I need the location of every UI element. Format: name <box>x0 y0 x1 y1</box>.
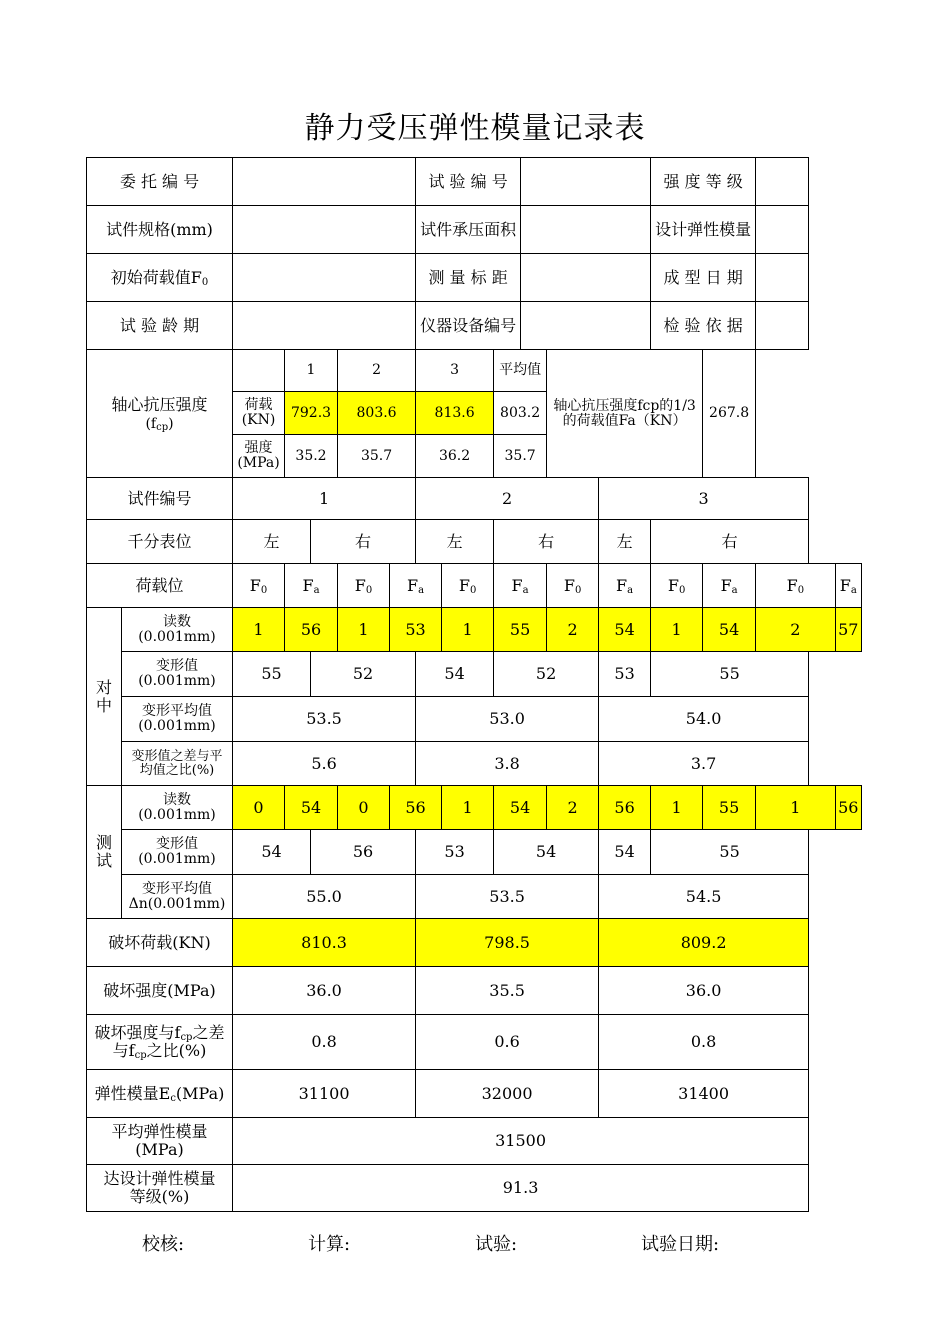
axial-col-2: 2 <box>338 350 416 392</box>
load-pos-cell: $F_a$ <box>599 564 651 608</box>
centering-reading-cell[interactable]: 1 <box>233 608 285 652</box>
centering-reading-cell[interactable]: 55 <box>494 608 547 652</box>
check-label: 校核: <box>142 1234 185 1255</box>
axial-load-avg: 803.2 <box>494 392 547 435</box>
spec-field[interactable] <box>233 206 416 254</box>
centering-reading-cell[interactable]: 54 <box>703 608 756 652</box>
axial-strength-3: 36.2 <box>416 435 494 478</box>
strength-diff-cell: 0.8 <box>599 1015 809 1070</box>
centering-ratio-row <box>87 742 862 786</box>
testing-reading-cell[interactable]: 56 <box>835 786 861 830</box>
load-pos-cell: $F_a$ <box>390 564 442 608</box>
gauge-position-label: 千分表位 <box>87 520 233 564</box>
failure-load-row <box>87 919 862 967</box>
fa-value: 267.8 <box>703 350 756 478</box>
basis-field[interactable] <box>756 302 809 350</box>
age-label: 试 验 龄 期 <box>87 302 233 350</box>
failure-strength-cell: 36.0 <box>233 967 416 1015</box>
testing-deform-row <box>87 830 862 875</box>
testing-group-label: 测试 <box>87 786 122 919</box>
equipment-no-label: 仪器设备编号 <box>416 302 521 350</box>
centering-avg-cell: 54.0 <box>599 697 809 742</box>
centering-reading-cell[interactable]: 2 <box>756 608 835 652</box>
centering-group-label: 对中 <box>87 608 122 786</box>
initial-load-field[interactable] <box>233 254 416 302</box>
testing-avg-row <box>87 875 862 919</box>
basis-label: 检 验 依 据 <box>651 302 756 350</box>
design-modulus-label: 设计弹性模量 <box>651 206 756 254</box>
commission-no-field[interactable] <box>233 158 416 206</box>
centering-reading-label: 读数(0.001mm) <box>122 608 233 652</box>
load-pos-cell: $F_a$ <box>703 564 756 608</box>
specimen-id-3: 3 <box>599 478 809 520</box>
centering-deform-cell: 52 <box>494 652 599 697</box>
info-row-4 <box>87 302 862 350</box>
testing-avg-cell: 55.0 <box>233 875 416 919</box>
modulus-label: 弹性模量$E_c(MPa)$ <box>87 1070 233 1118</box>
testing-reading-cell[interactable]: 0 <box>233 786 285 830</box>
axial-col-3: 3 <box>416 350 494 392</box>
testing-reading-label: 读数(0.001mm) <box>122 786 233 830</box>
specimen-id-label: 试件编号 <box>87 478 233 520</box>
axial-strength-2: 35.7 <box>338 435 416 478</box>
specimen-id-1: 1 <box>233 478 416 520</box>
info-row-2 <box>87 206 862 254</box>
gauge-side: 左 <box>599 520 651 564</box>
modulus-row <box>87 1070 862 1118</box>
testing-reading-cell[interactable]: 56 <box>599 786 651 830</box>
centering-reading-row <box>87 608 862 652</box>
testing-reading-cell[interactable]: 1 <box>756 786 835 830</box>
gauge-side: 右 <box>651 520 809 564</box>
testing-avg-cell: 53.5 <box>416 875 599 919</box>
grade-ratio-label: 达设计弹性模量等级(%) <box>87 1165 233 1212</box>
modulus-cell: 32000 <box>416 1070 599 1118</box>
gauge-side: 左 <box>233 520 311 564</box>
failure-strength-cell: 36.0 <box>599 967 809 1015</box>
testing-reading-cell[interactable]: 55 <box>703 786 756 830</box>
testing-reading-cell[interactable]: 56 <box>390 786 442 830</box>
centering-deform-cell: 52 <box>311 652 416 697</box>
testing-deform-cell: 54 <box>233 830 311 875</box>
avg-modulus-row <box>87 1118 862 1165</box>
failure-load-cell[interactable]: 798.5 <box>416 919 599 967</box>
age-field[interactable] <box>233 302 416 350</box>
failure-strength-row <box>87 967 862 1015</box>
centering-ratio-label: 变形值之差与平均值之比(%) <box>122 742 233 786</box>
testing-avg-cell: 54.5 <box>599 875 809 919</box>
centering-reading-cell[interactable]: 2 <box>547 608 599 652</box>
test-no-label: 试 验 编 号 <box>416 158 521 206</box>
centering-ratio-cell: 3.8 <box>416 742 599 786</box>
gauge-side: 右 <box>311 520 416 564</box>
strength-diff-label: 破坏强度与$f_{cp}$之差与$f_{cp}$之比(%) <box>87 1015 233 1070</box>
testing-reading-cell[interactable]: 1 <box>442 786 494 830</box>
strength-grade-field[interactable] <box>756 158 809 206</box>
info-row-3 <box>87 254 862 302</box>
avg-modulus-label: 平均弹性模量(MPa) <box>87 1118 233 1165</box>
axial-load-1[interactable]: 792.3 <box>285 392 338 435</box>
load-pos-cell: $F_a$ <box>285 564 338 608</box>
gauge-label: 测 量 标 距 <box>416 254 521 302</box>
grade-ratio-row <box>87 1165 862 1212</box>
gauge-field[interactable] <box>521 254 651 302</box>
record-table <box>86 157 862 1212</box>
fa-label: 轴心抗压强度fcp的1/3的荷载值Fa（KN） <box>547 350 703 478</box>
load-pos-cell: $F_0$ <box>651 564 703 608</box>
design-modulus-field[interactable] <box>756 206 809 254</box>
gauge-side: 左 <box>416 520 494 564</box>
failure-strength-cell: 35.5 <box>416 967 599 1015</box>
load-pos-cell: $F_0$ <box>547 564 599 608</box>
failure-load-cell[interactable]: 810.3 <box>233 919 416 967</box>
centering-deform-cell: 55 <box>651 652 809 697</box>
axial-load-3[interactable]: 813.6 <box>416 392 494 435</box>
axial-col-1: 1 <box>285 350 338 392</box>
testing-reading-cell[interactable]: 2 <box>547 786 599 830</box>
test-label: 试验: <box>475 1234 518 1255</box>
centering-reading-cell[interactable]: 1 <box>651 608 703 652</box>
testing-deform-cell: 53 <box>416 830 494 875</box>
load-position-row <box>87 564 862 608</box>
axial-load-label: 荷载(KN) <box>233 392 285 435</box>
load-pos-cell: $F_a$ <box>494 564 547 608</box>
strength-diff-row <box>87 1015 862 1070</box>
info-row-1 <box>87 158 862 206</box>
testing-reading-cell[interactable]: 54 <box>494 786 547 830</box>
testing-deform-cell: 54 <box>494 830 599 875</box>
centering-avg-cell: 53.5 <box>233 697 416 742</box>
test-date-label: 试验日期: <box>641 1234 720 1255</box>
centering-reading-cell[interactable]: 57 <box>835 608 861 652</box>
test-no-field[interactable] <box>521 158 651 206</box>
testing-deform-label: 变形值(0.001mm) <box>122 830 233 875</box>
commission-no-label: 委 托 编 号 <box>87 158 233 206</box>
centering-reading-cell[interactable]: 1 <box>442 608 494 652</box>
page-title: 静力受压弹性模量记录表 <box>304 111 646 146</box>
centering-reading-cell[interactable]: 56 <box>285 608 338 652</box>
axial-label: 轴心抗压强度 $(f_{cp})$ <box>87 350 233 478</box>
axial-strength-1: 35.2 <box>285 435 338 478</box>
testing-avg-label: 变形平均值Δn(0.001mm) <box>122 875 233 919</box>
centering-ratio-cell: 3.7 <box>599 742 809 786</box>
centering-deform-cell: 53 <box>599 652 651 697</box>
strength-diff-cell: 0.8 <box>233 1015 416 1070</box>
bearing-area-label: 试件承压面积 <box>416 206 521 254</box>
strength-grade-label: 强 度 等 级 <box>651 158 756 206</box>
testing-reading-cell[interactable]: 0 <box>338 786 390 830</box>
equipment-no-field[interactable] <box>521 302 651 350</box>
axial-strength-avg: 35.7 <box>494 435 547 478</box>
axial-strength-label: 强度(MPa) <box>233 435 285 478</box>
centering-ratio-cell: 5.6 <box>233 742 416 786</box>
failure-load-label: 破坏荷载(KN) <box>87 919 233 967</box>
centering-deform-cell: 55 <box>233 652 311 697</box>
centering-deform-label: 变形值(0.001mm) <box>122 652 233 697</box>
centering-avg-row <box>87 697 862 742</box>
spec-label: 试件规格(mm) <box>87 206 233 254</box>
load-pos-cell: $F_0$ <box>233 564 285 608</box>
gauge-side: 右 <box>494 520 599 564</box>
bearing-area-field[interactable] <box>521 206 651 254</box>
centering-reading-cell[interactable]: 54 <box>599 608 651 652</box>
failure-strength-label: 破坏强度(MPa) <box>87 967 233 1015</box>
axial-load-2[interactable]: 803.6 <box>338 392 416 435</box>
calc-label: 计算: <box>308 1234 351 1255</box>
testing-reading-cell[interactable]: 54 <box>285 786 338 830</box>
axial-corner-cell <box>233 350 285 392</box>
form-date-field[interactable] <box>756 254 809 302</box>
testing-reading-cell[interactable]: 1 <box>651 786 703 830</box>
load-position-label: 荷载位 <box>87 564 233 608</box>
specimen-id-row <box>87 478 862 520</box>
modulus-cell: 31400 <box>599 1070 809 1118</box>
signature-footer <box>0 1230 950 1254</box>
centering-reading-cell[interactable]: 53 <box>390 608 442 652</box>
testing-reading-row <box>87 786 862 830</box>
testing-deform-cell: 55 <box>651 830 809 875</box>
testing-deform-cell: 56 <box>311 830 416 875</box>
centering-avg-cell: 53.0 <box>416 697 599 742</box>
load-pos-cell: $F_0$ <box>756 564 835 608</box>
centering-deform-cell: 54 <box>416 652 494 697</box>
axial-header-row <box>87 350 862 392</box>
specimen-id-2: 2 <box>416 478 599 520</box>
load-pos-cell: $F_a$ <box>835 564 861 608</box>
load-pos-cell: $F_0$ <box>338 564 390 608</box>
form-date-label: 成 型 日 期 <box>651 254 756 302</box>
avg-modulus-cell: 31500 <box>233 1118 809 1165</box>
axial-col-avg: 平均值 <box>494 350 547 392</box>
centering-avg-label: 变形平均值(0.001mm) <box>122 697 233 742</box>
grade-ratio-cell: 91.3 <box>233 1165 809 1212</box>
initial-load-label: 初始荷载值$F_0$ <box>87 254 233 302</box>
strength-diff-cell: 0.6 <box>416 1015 599 1070</box>
gauge-position-row <box>87 520 862 564</box>
modulus-cell: 31100 <box>233 1070 416 1118</box>
centering-reading-cell[interactable]: 1 <box>338 608 390 652</box>
centering-deform-row <box>87 652 862 697</box>
failure-load-cell[interactable]: 809.2 <box>599 919 809 967</box>
testing-deform-cell: 54 <box>599 830 651 875</box>
load-pos-cell: $F_0$ <box>442 564 494 608</box>
